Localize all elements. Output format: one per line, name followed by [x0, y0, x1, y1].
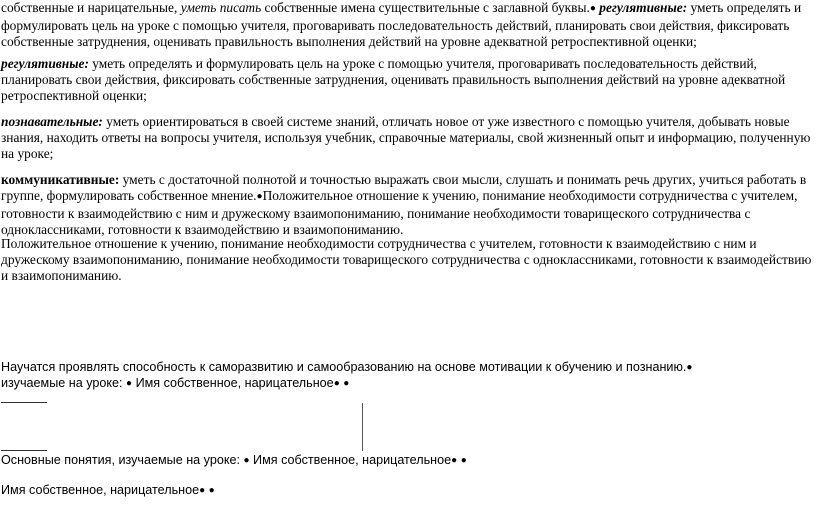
line-studied: [1, 375, 349, 393]
bullet-icon: ●: [256, 191, 263, 202]
bullet-icon: ●: [589, 3, 596, 14]
label-regulative: регулятивные:: [1, 56, 89, 71]
bullet-icon: ●: [451, 455, 458, 466]
bullet-icon: ●: [243, 455, 250, 466]
intro-rest: собственные имена существительные с заглавной буквы.: [261, 0, 590, 15]
paragraph-attitude: [1, 236, 813, 284]
bullet-icon: ●: [126, 378, 133, 389]
studied-prefix: изучаемые на уроке:: [1, 376, 127, 390]
divider-rule: [1, 402, 47, 403]
divider-rule: [1, 450, 47, 451]
label-communicative: коммуникативные:: [1, 172, 120, 187]
attitude-text: Положительное отношение к учению, понимание необходимости сотрудничества с учителем, готовности к взаимодействию с ним и дружескому взаимопониманию, понимание необходимости товарищеского сотрудничества с одноклассниками, готовности к взаимодействию и взаимопониманию.: [1, 236, 812, 283]
concepts-prefix: Основные понятия, изучаемые на уроке:: [1, 453, 244, 467]
studied-text: Имя собственное, нарицательное: [132, 376, 334, 390]
bullet-icon: ●: [460, 455, 467, 466]
bullet-icon: ●: [208, 485, 215, 496]
line-name: [1, 482, 215, 500]
bullet-icon: ●: [686, 362, 693, 373]
label-regulative: регулятивные:: [599, 0, 688, 15]
bullet-icon: ●: [343, 378, 350, 389]
communicative-text: уметь с достаточной полнотой и точностью выражать свои мысли, слушать и понимать речь других, учиться работать в группе, формулировать собственное мнение.: [1, 172, 807, 203]
concepts-text: Имя собственное, нарицательное: [249, 453, 452, 467]
paragraph-cognitive: [1, 114, 813, 162]
paragraph-regulative: [1, 56, 813, 104]
intro-italic: уметь писать: [180, 0, 262, 15]
paragraph-regulative-intro: [1, 0, 813, 50]
intro-text: собственные и нарицательные,: [1, 0, 181, 15]
name-text: Имя собственное, нарицательное: [1, 483, 200, 497]
paragraph-communicative: [1, 172, 813, 238]
learn-text: Научатся проявлять способность к саморазвитию и самообразованию на основе мотивации к обучению и познанию.: [1, 360, 687, 374]
bullet-icon: ●: [199, 485, 206, 496]
line-concepts: [1, 452, 467, 470]
regulative-text: уметь определять и формулировать цель на уроке с помощью учителя, проговаривать последовательность действий, планировать свои действия, фиксировать собственные затруднения, оценивать правильность выполнения действий на уровне адекватной ретроспективной оценки;: [1, 0, 802, 49]
communicative-text-2: Положительное отношение к учению, понимание необходимости сотрудничества с учителем, готовности к взаимодействию с ним и дружескому взаимопониманию, понимание необходимости товарищеского сотрудничества с одноклассниками, готовности к взаимодействию и взаимопониманию.: [1, 188, 798, 237]
regulative-text: уметь определять и формулировать цель на уроке с помощью учителя, проговаривать последовательность действий, планировать свои действия, фиксировать собственные затруднения, оценивать правильность выполнения действий на уровне адекватной ретроспективной оценки;: [1, 56, 786, 103]
cognitive-text: уметь ориентироваться в своей системе знаний, отличать новое от уже известного с помощью учителя, добывать новые знания, находить ответы на вопросы учителя, используя учебник, справочные материалы, свой жизненный опыт и информацию, полученную на уроке;: [1, 114, 811, 161]
bullet-icon: ●: [333, 378, 340, 389]
label-cognitive: познавательные:: [1, 114, 103, 129]
vertical-divider: [362, 403, 363, 451]
